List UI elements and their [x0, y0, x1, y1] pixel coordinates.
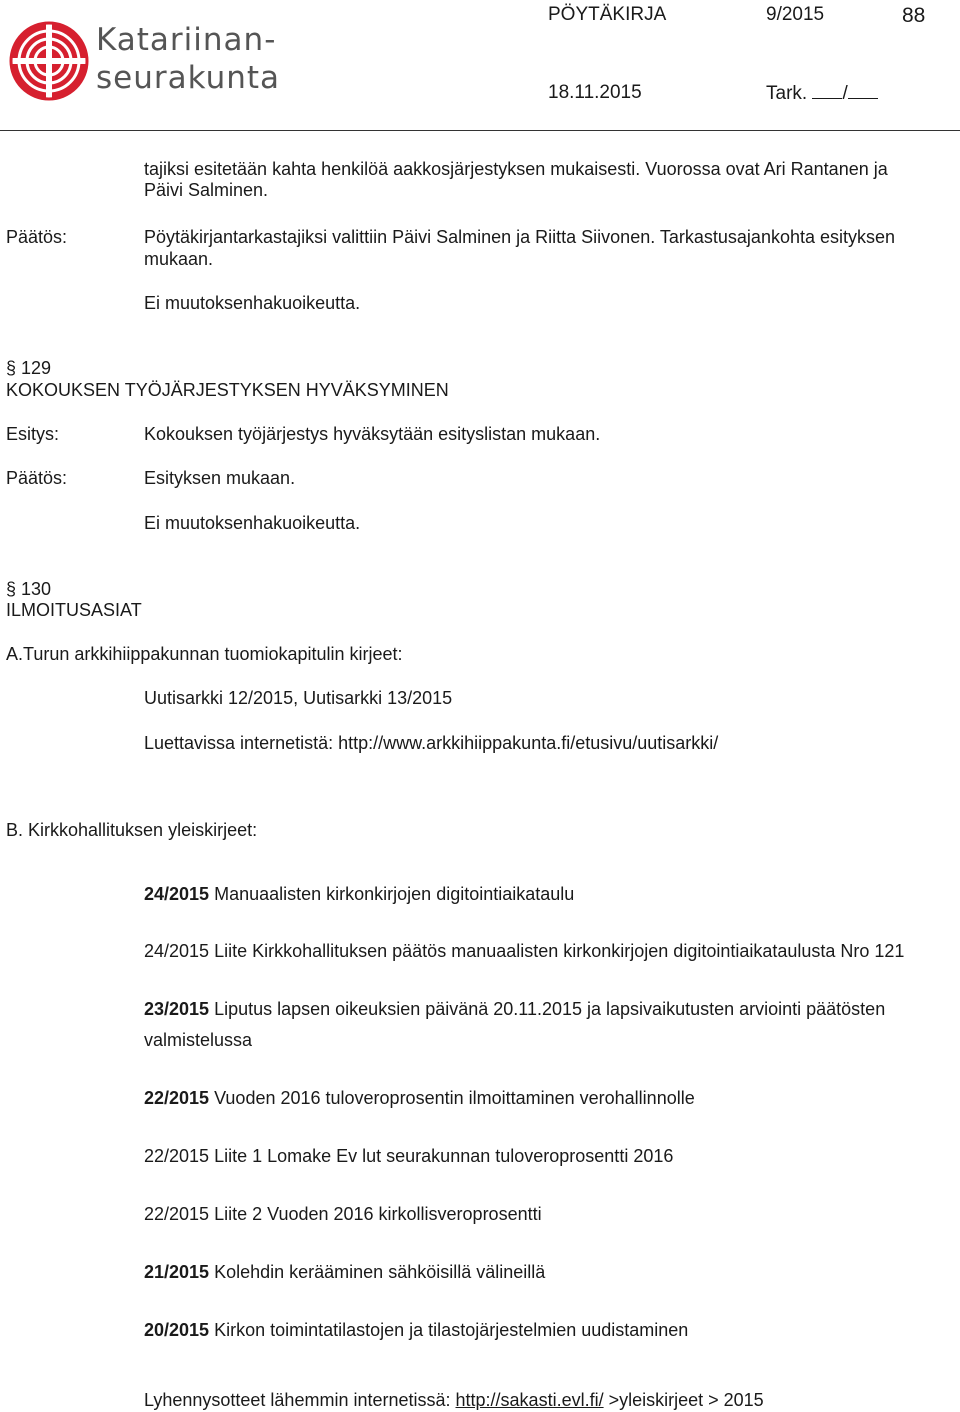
page-number: 88: [902, 4, 926, 27]
decision-label-129: Päätös:: [6, 468, 68, 488]
letter-text: 22/2015 Liite 1 Lomake Ev lut seurakunnan tuloveroprosentti 2016: [144, 1146, 674, 1166]
letter-item: [144, 1204, 542, 1225]
doc-date: 18.11.2015: [548, 82, 642, 103]
header-divider: [0, 130, 960, 131]
letter-item: [144, 1320, 688, 1341]
letter-item: [144, 999, 885, 1020]
decision-text-129: Esityksen mukaan.: [144, 468, 296, 488]
letter-text: Kirkon toimintatilastojen ja tilastojärjestelmien uudistaminen: [209, 1320, 689, 1340]
proposal-label: Esitys:: [6, 424, 60, 444]
logo-text-line1: Katariinan-: [96, 22, 277, 58]
letter-text: Liputus lapsen oikeuksien päivänä 20.11.2015 ja lapsivaikutusten arviointi päätösten: [209, 999, 886, 1019]
check-field: [766, 82, 878, 105]
decision-line-2: mukaan.: [144, 249, 214, 269]
letter-item: [144, 1030, 252, 1051]
footer-note: [144, 1390, 764, 1411]
letter-number: 24/2015: [144, 884, 210, 904]
proposal-text: Kokouksen työjärjestys hyväksytään esityslistan mukaan.: [144, 424, 601, 444]
letter-text: valmistelussa: [144, 1030, 253, 1050]
logo-text-line2: seurakunta: [96, 60, 281, 96]
letter-text: Manuaalisten kirkonkirjojen digitointiaikataulu: [209, 884, 575, 904]
decision-line-1: Pöytäkirjantarkastajiksi valittiin Päivi Salminen ja Riitta Siivonen. Tarkastusajankohta esityksen: [144, 227, 896, 247]
no-appeal-text: Ei muutoksenhakuoikeutta.: [144, 293, 361, 313]
check-blank-2: [848, 82, 878, 99]
letter-text: Kolehdin kerääminen sähköisillä välineillä: [209, 1262, 546, 1282]
letter-item: [144, 1146, 673, 1167]
part-a-item: Uutisarkki 12/2015, Uutisarkki 13/2015: [144, 688, 453, 708]
letter-item: [144, 1088, 695, 1109]
check-blank-1: [812, 82, 842, 99]
letter-item: [144, 1262, 545, 1283]
letter-item: [144, 884, 574, 905]
letter-text: 24/2015 Liite Kirkkohallituksen päätös manuaalisten kirkonkirjojen digitointiaikataulusta Nro 121: [144, 941, 905, 961]
sakasti-link[interactable]: http://sakasti.evl.fi/: [455, 1390, 604, 1410]
check-label: Tark.: [766, 83, 808, 104]
letter-number: 20/2015: [144, 1320, 210, 1340]
footer-suffix: >yleiskirjeet > 2015: [603, 1390, 764, 1410]
footer-prefix: Lyhennysotteet lähemmin internetissä:: [144, 1390, 456, 1410]
no-appeal-text-129: Ei muutoksenhakuoikeutta.: [144, 513, 361, 533]
check-sep: /: [842, 83, 848, 104]
part-a-link[interactable]: Luettavissa internetistä: http://www.arkkihiippakunta.fi/etusivu/uutisarkki/: [144, 733, 719, 753]
doc-type: PÖYTÄKIRJA: [548, 4, 667, 25]
letter-text: Vuoden 2016 tuloveroprosentin ilmoittaminen verohallinnolle: [209, 1088, 695, 1108]
letter-number: 22/2015: [144, 1088, 210, 1108]
section-130-title: ILMOITUSASIAT: [6, 600, 142, 620]
doc-number: 9/2015: [766, 4, 825, 25]
part-b-heading: B. Kirkkohallituksen yleiskirjeet:: [6, 820, 258, 840]
letter-number: 21/2015: [144, 1262, 210, 1282]
section-129-title: KOKOUKSEN TYÖJÄRJESTYKSEN HYVÄKSYMINEN: [6, 380, 449, 400]
parish-logo-icon: [8, 20, 90, 102]
top-line-2: Päivi Salminen.: [144, 180, 269, 200]
section-130-number: § 130: [6, 579, 52, 599]
part-a-heading: A.Turun arkkihiippakunnan tuomiokapitulin kirjeet:: [6, 644, 403, 664]
decision-label: Päätös:: [6, 227, 68, 247]
letter-item: [144, 941, 904, 962]
top-line-1: tajiksi esitetään kahta henkilöä aakkosjärjestyksen mukaisesti. Vuorossa ovat Ari Rantanen ja: [144, 159, 888, 179]
letter-number: 23/2015: [144, 999, 210, 1019]
letter-text: 22/2015 Liite 2 Vuoden 2016 kirkollisveroprosentti: [144, 1204, 542, 1224]
section-129-number: § 129: [6, 358, 52, 378]
